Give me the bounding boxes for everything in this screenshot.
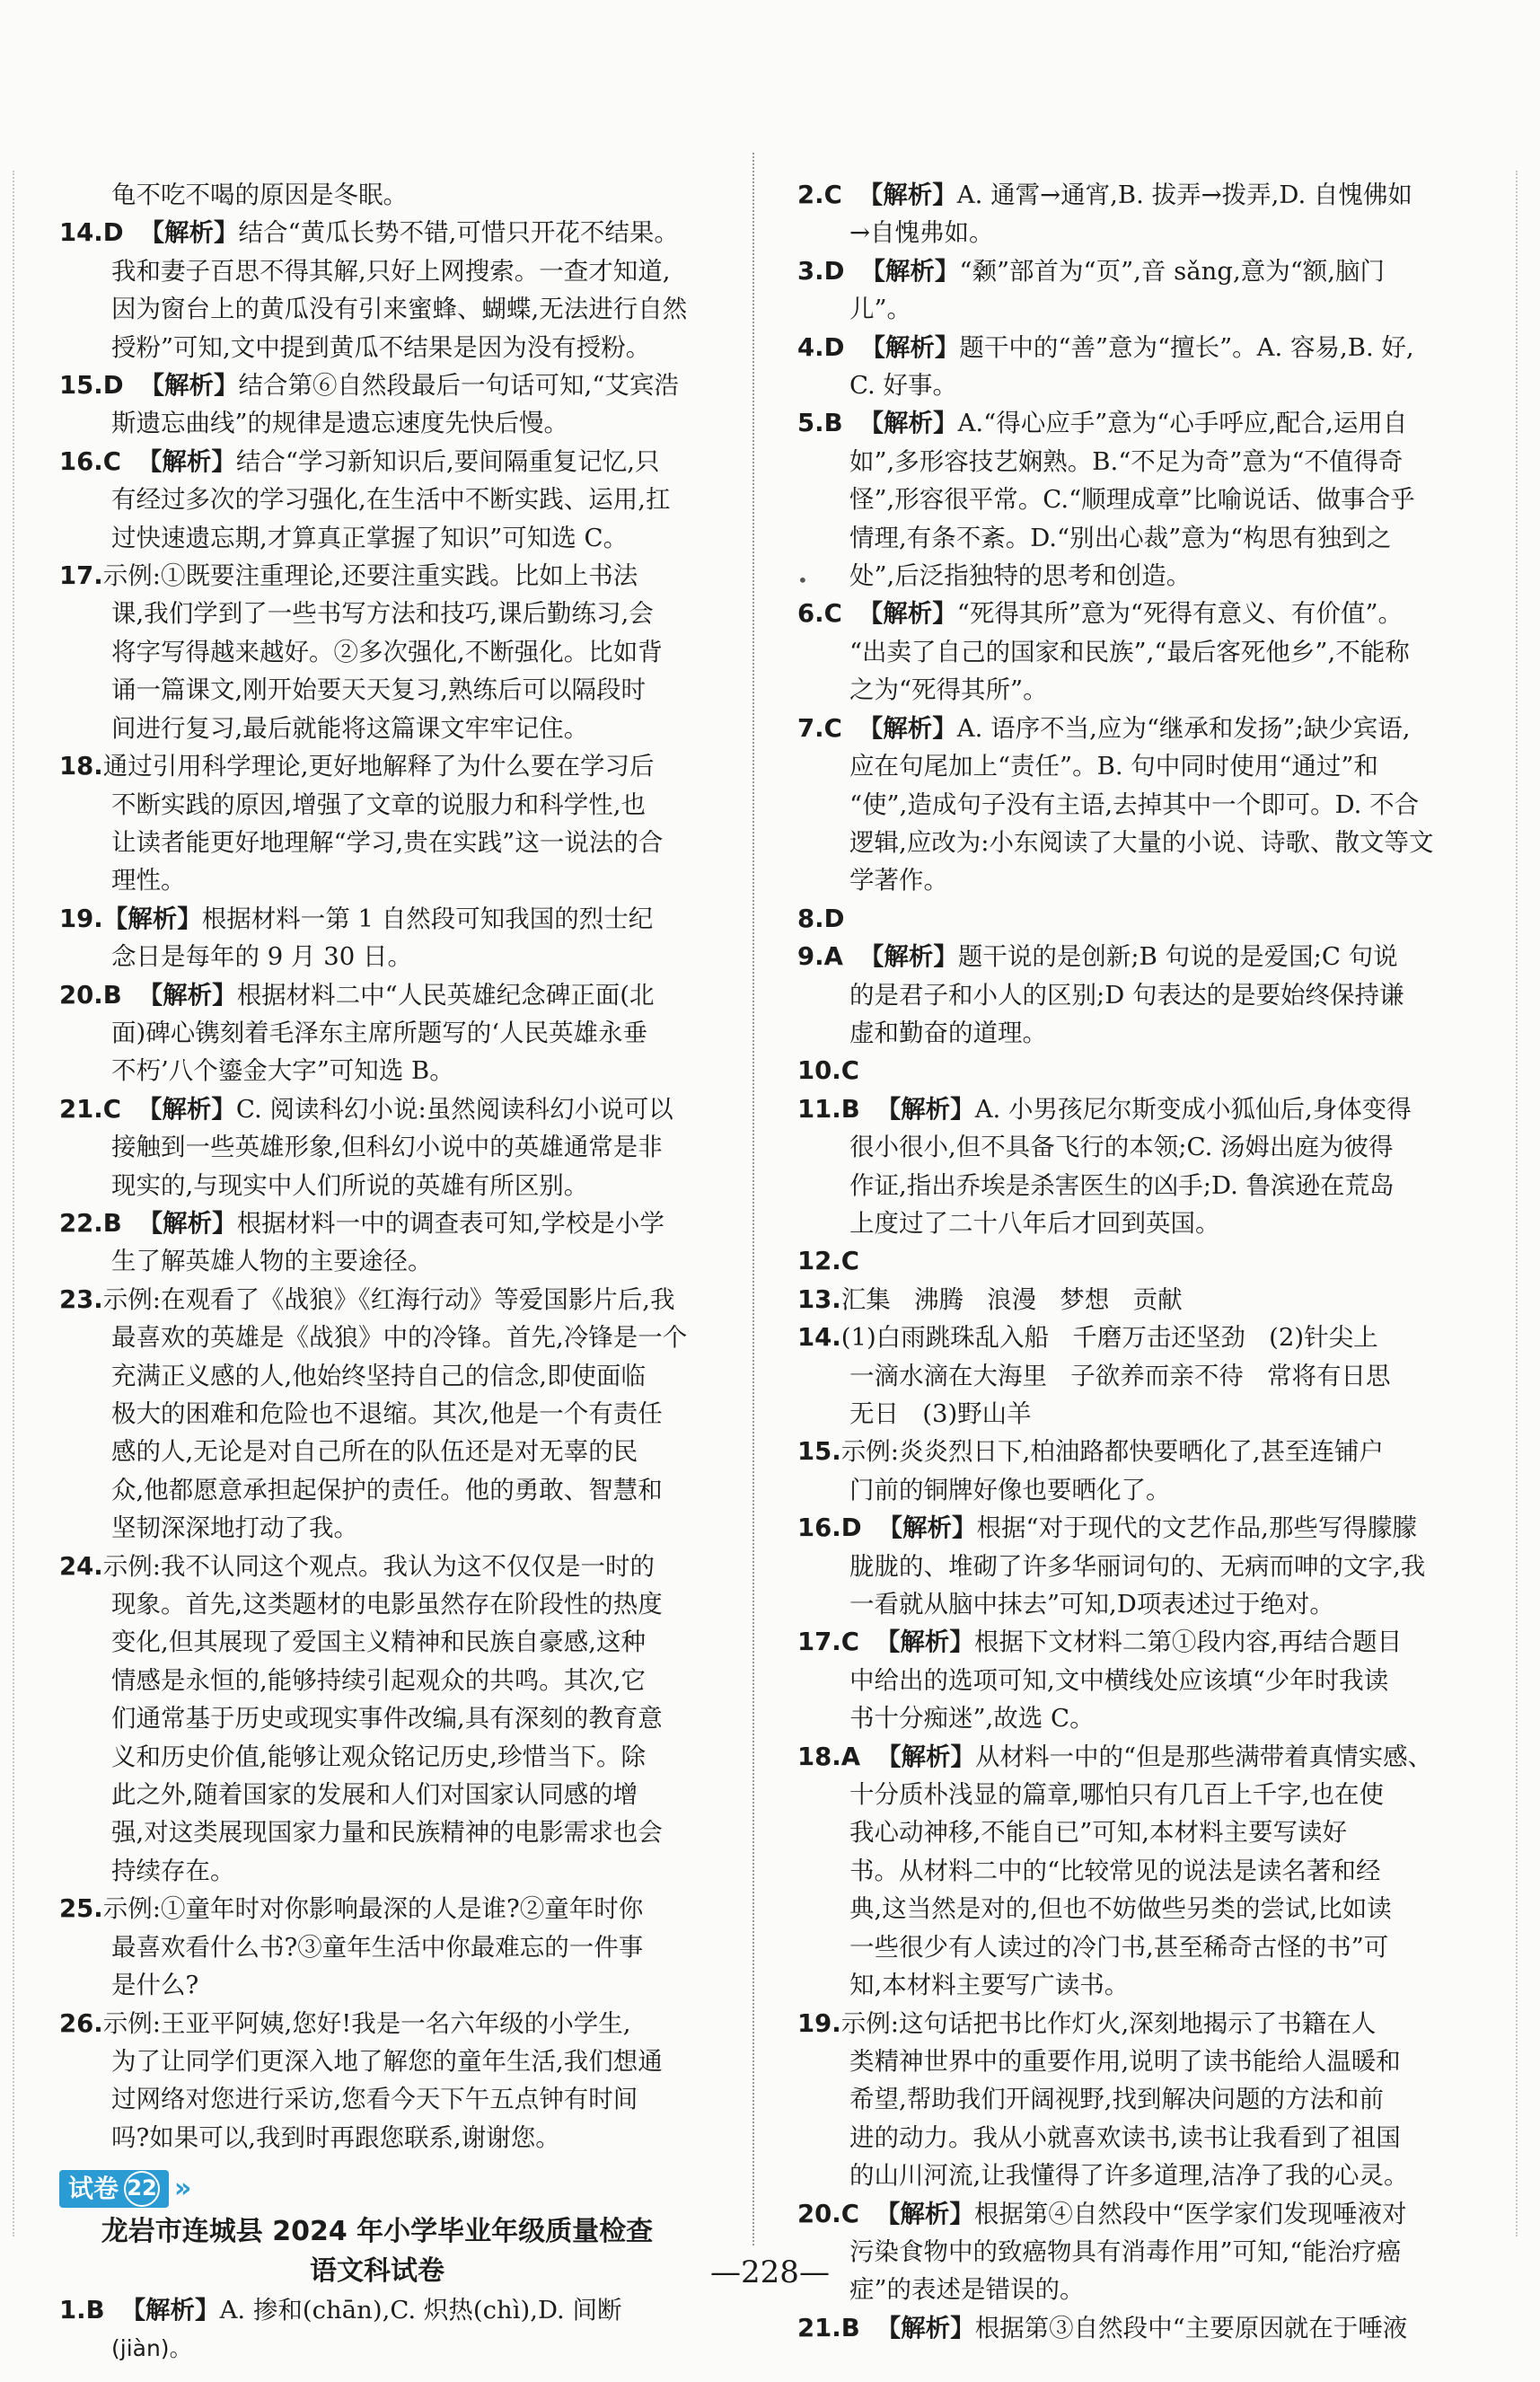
item-number: 14.	[59, 218, 103, 248]
text-line: 结合第⑥自然段最后一句话可知,“艾宾浩	[238, 371, 679, 401]
text-line: 从材料一中的“但是那些满带着真情实感、	[975, 1742, 1433, 1771]
stray-dot: •	[797, 569, 808, 591]
answer-letter: B	[840, 2313, 860, 2342]
answer-19	[59, 900, 695, 976]
item-number: 17.	[797, 1628, 841, 1657]
text-line: 题干中的“善”意为“擅长”。A. 容易,B. 好,	[959, 332, 1414, 362]
answer-5	[797, 404, 1442, 595]
analysis-tag: 【解析】	[136, 1094, 236, 1124]
right-column	[797, 176, 1442, 2347]
analysis-tag: 【解析】	[877, 1513, 977, 1543]
text-line: 虚和勤奋的道理。	[849, 1018, 1047, 1047]
text-line: 让读者能更好地理解“学习,贵在实践”这一说法的合	[111, 827, 664, 857]
answer-letter: D	[840, 1513, 862, 1543]
answer-letter: A	[840, 1742, 861, 1771]
answer-1	[59, 2291, 695, 2368]
text-line: 作证,指出乔埃是杀害医生的凶手;D. 鲁滨逊在荒岛	[849, 1170, 1395, 1200]
text-line: 典,这当然是对的,但也不妨做些另类的尝试,比如读	[849, 1894, 1392, 1924]
answer-letter: B	[823, 409, 843, 438]
text-line: 类精神世界中的重要作用,说明了读书能给人温暖和	[849, 2046, 1401, 2076]
text-line: 上度过了二十八年后才回到英国。	[849, 1208, 1220, 1238]
text-line: 胧胧的、堆砌了许多华丽词句的、无病而呻的文字,我	[849, 1551, 1426, 1581]
text-line: 示例:在观看了《战狼》《红海行动》等爱国影片后,我	[102, 1284, 675, 1314]
item-number: 2.	[797, 181, 824, 209]
column-divider	[752, 153, 754, 2245]
text-line: 很小很小,但不具备飞行的本领;C. 汤姆出庭为彼得	[849, 1133, 1394, 1162]
text-line: A. 小男孩尼尔斯变成小狐仙后,身体变得	[974, 1094, 1412, 1124]
item-number: 26.	[59, 2008, 103, 2038]
text-line: 我和妻子百思不得其解,只好上网搜索。一查才知道,	[111, 256, 671, 286]
answer-letter: B	[85, 2296, 105, 2325]
text-line: A. 掺和(chān),C. 炽热(chì),D. 间断	[219, 2296, 622, 2325]
text-line: 题干说的是创新;B 句说的是爱国;C 句说	[957, 942, 1398, 972]
answer-letter: C	[840, 1247, 859, 1276]
item-number: 19.	[59, 904, 103, 933]
text-line: 持续存在。	[111, 1856, 235, 1885]
text-line: 如”,多形容技艺娴熟。B.“不足为奇”意为“不值得奇	[849, 446, 1404, 476]
answer-25	[59, 1890, 695, 2004]
text-line: 有经过多次的学习强化,在生活中不断实践、运用,扛	[111, 485, 671, 515]
analysis-tag: 【解析】	[875, 1628, 974, 1657]
answer-18	[797, 1738, 1442, 2005]
text-line: 义和历史价值,能够让观众铭记历史,珍惜当下。除	[111, 1742, 646, 1771]
text-line: 现象。首先,这类题材的电影虽然存在阶段性的热度	[111, 1590, 663, 1619]
text-line: 不断实践的原因,增强了文章的说服力和科学性,也	[111, 790, 646, 819]
text-line: 们通常基于历史或现实事件改编,具有深刻的教育意	[111, 1704, 663, 1734]
item-number: 24.	[59, 1551, 103, 1581]
text-line: 强,对这类展现国家力量和民族精神的电影需求也会	[111, 1818, 663, 1848]
analysis-tag: 【解析】	[137, 1208, 237, 1238]
exam-badge	[59, 2170, 169, 2208]
answer-10	[797, 1052, 1442, 1090]
answer-letter: B	[840, 1094, 860, 1124]
item-number: 7.	[797, 713, 824, 743]
text-line: 坚韧深深地打动了我。	[111, 1513, 358, 1543]
answer-7	[797, 710, 1442, 900]
text-line: 为了让同学们更深入地了解您的童年生活,我们想通	[111, 2046, 663, 2076]
item-number: 21.	[59, 1094, 103, 1124]
item-number: 17.	[59, 561, 103, 591]
text-line: 根据“对于现代的文艺作品,那些写得朦朦	[976, 1513, 1417, 1543]
text-line: 根据材料一中的调查表可知,学校是小学	[236, 1208, 664, 1238]
analysis-tag: 【解析】	[102, 904, 202, 933]
answer-letter: D	[823, 256, 845, 286]
text-line: 污染食物中的致癌物具有消毒作用”可知,“能治疗癌	[849, 2236, 1402, 2266]
text-line: 汇集 沸腾 浪漫 梦想 贡献	[840, 1284, 1183, 1314]
text-line: 书。从材料二中的“比较常见的说法是读名著和经	[849, 1856, 1381, 1885]
text-line: 示例:炎炎烈日下,柏油路都快要晒化了,甚至连铺户	[840, 1437, 1384, 1467]
answer-14	[797, 1319, 1442, 1433]
text-line: 根据下文材料二第①段内容,再结合题目	[973, 1628, 1403, 1657]
text-line: 结合“黄瓜长势不错,可惜只开花不结果。	[238, 218, 679, 248]
text-line: 中给出的选项可知,文中横线处应该填“少年时我读	[849, 1665, 1389, 1695]
text-line: 面)碑心镌刻着毛泽东主席所题写的‘人民英雄永垂	[111, 1018, 647, 1047]
answer-3	[797, 252, 1442, 329]
text-line: “出卖了自己的国家和民族”,“最后客死他乡”,不能称	[849, 637, 1410, 666]
answer-12	[797, 1242, 1442, 1280]
answer-15	[797, 1433, 1442, 1509]
text-line: 进的动力。我从小就喜欢读书,读书让我看到了祖国	[849, 2122, 1401, 2152]
text-line: 充满正义感的人,他始终坚持自己的信念,即使面临	[111, 1361, 646, 1390]
analysis-tag: 【解析】	[858, 713, 957, 743]
answer-13	[797, 1281, 1442, 1319]
item-number: 14.	[797, 1323, 841, 1353]
item-number: 23.	[59, 1284, 103, 1314]
analysis-tag: 【解析】	[139, 218, 239, 248]
text-line: 一看就从脑中抹去”可知,D项表述过于绝对。	[849, 1590, 1334, 1619]
text-line: A. 通霄→通宵,B. 拔弄→拨弄,D. 自愧佛如	[956, 181, 1412, 209]
left-column	[59, 176, 695, 2368]
text-line: →自愧弗如。	[849, 218, 994, 248]
text-line: 之为“死得其所”。	[849, 675, 1048, 705]
text-line: 处”,后泛指独特的思考和创造。	[849, 561, 1192, 591]
text-line: 示例:①既要注重理论,还要注重实践。比如上书法	[102, 561, 638, 591]
analysis-tag: 【解析】	[875, 2199, 974, 2228]
text-line: “死得其所”意为“死得有意义、有价值”。	[956, 599, 1404, 629]
text-line: 应在句尾加上“责任”。B. 句中同时使用“通过”和	[849, 752, 1378, 781]
answer-24	[59, 1548, 695, 1891]
right-page-edge	[1516, 171, 1518, 2236]
lead-line: 龟不吃不喝的原因是冬眠。	[111, 181, 408, 209]
item-number: 4.	[797, 332, 824, 362]
analysis-tag: 【解析】	[860, 332, 960, 362]
text-line: 症”的表述是错误的。	[849, 2275, 1085, 2305]
text-line: 儿”。	[849, 295, 912, 324]
text-line: 不朽’八个鎏金大字”可知选 B。	[111, 1056, 454, 1086]
answer-23	[59, 1281, 695, 1548]
analysis-tag: 【解析】	[860, 256, 960, 286]
text-line: 过快速遗忘期,才算真正掌握了知识”可知选 C。	[111, 523, 629, 552]
answer-26	[59, 2005, 695, 2157]
item-number: 25.	[59, 1894, 103, 1924]
page-number: —228—	[710, 2254, 830, 2290]
text-line: 学著作。	[849, 866, 948, 895]
text-line: 怪”,形容很平常。C.“顺理成章”比喻说话、做事合乎	[849, 485, 1415, 515]
answer-letter: C	[840, 1056, 859, 1086]
text-line: 结合“学习新知识后,要间隔重复记忆,只	[235, 446, 660, 476]
text-line: 生了解英雄人物的主要途径。	[111, 1247, 433, 1276]
analysis-tag: 【解析】	[858, 942, 958, 972]
text-line: 课,我们学到了一些书写方法和技巧,课后勤练习,会	[111, 599, 654, 629]
item-number: 3.	[797, 256, 824, 286]
analysis-tag: 【解析】	[139, 371, 239, 401]
text-line: 极大的困难和危险也不退缩。其次,他是一个有责任	[111, 1399, 663, 1428]
item-number: 18.	[797, 1742, 841, 1771]
answer-letter: C	[823, 181, 842, 209]
text-line: 的是君子和小人的区别;D 句表达的是要始终保持谦	[849, 980, 1404, 1010]
analysis-tag: 【解析】	[136, 446, 236, 476]
analysis-tag: 【解析】	[858, 599, 957, 629]
item-number: 13.	[797, 1284, 841, 1314]
answer-letter: D	[102, 218, 124, 248]
text-line: 是什么?	[111, 1971, 199, 2000]
text-line: (jiàn)。	[111, 2334, 192, 2361]
answer-letter: B	[102, 980, 122, 1010]
left-page-edge	[13, 171, 14, 2236]
text-line: 示例:这句话把书比作灯火,深刻地揭示了书籍在人	[840, 2008, 1377, 2038]
text-line: 接触到一些英雄形象,但科幻小说中的英雄通常是非	[111, 1133, 663, 1162]
badge-label: 试卷	[68, 2174, 119, 2204]
item-number: 1.	[59, 2296, 86, 2325]
text-line: 示例:王亚平阿姨,您好!我是一名六年级的小学生,	[102, 2008, 631, 2038]
item-number: 8.	[797, 904, 824, 933]
answer-4	[797, 329, 1442, 405]
answer-letter: A	[823, 942, 843, 972]
answer-letter: C	[840, 1628, 859, 1657]
answer-20	[59, 976, 695, 1090]
exam-subtitle: 语文科试卷	[310, 2255, 444, 2288]
item-number: 5.	[797, 409, 824, 438]
text-line: C. 好事。	[849, 371, 958, 401]
analysis-tag: 【解析】	[137, 980, 237, 1010]
answer-20	[797, 2195, 1442, 2309]
item-number: 19.	[797, 2008, 841, 2038]
text-line: 情理,有条不紊。D.“别出心裁”意为“构思有独到之	[849, 523, 1392, 552]
answer-16	[797, 1509, 1442, 1623]
answer-14	[59, 214, 695, 366]
text-line: “颡”部首为“页”,音 sǎng,意为“额,脑门	[959, 256, 1386, 286]
answer-letter: C	[102, 1094, 121, 1124]
text-line: “使”,造成句子没有主语,去掉其中一个即可。D. 不合	[849, 790, 1420, 819]
answer-letter: C	[102, 446, 121, 476]
answer-17	[797, 1623, 1442, 1737]
text-line: 因为窗台上的黄瓜没有引来蜜蜂、蝴蝶,无法进行自然	[111, 295, 688, 324]
text-line: 无日 (3)野山羊	[849, 1399, 1032, 1428]
text-line: 根据第④自然段中“医学家们发现唾液对	[973, 2199, 1407, 2228]
text-line: C. 阅读科幻小说:虽然阅读科幻小说可以	[235, 1094, 673, 1124]
text-line: 根据材料二中“人民英雄纪念碑正面(北	[236, 980, 655, 1010]
text-line: A.“得心应手”意为“心手呼应,配合,运用自	[957, 409, 1408, 438]
text-line: 最喜欢看什么书?③童年生活中你最难忘的一件事	[111, 1932, 644, 1962]
text-line: 此之外,随着国家的发展和人们对国家认同感的增	[111, 1780, 638, 1810]
item-number: 9.	[797, 942, 824, 972]
item-number: 10.	[797, 1056, 841, 1086]
analysis-tag: 【解析】	[120, 2296, 220, 2325]
exam-title: 龙岩市连城县 2024 年小学毕业年级质量检查	[101, 2216, 654, 2248]
item-number: 16.	[59, 446, 103, 476]
answer-2	[797, 176, 1442, 252]
item-number: 15.	[797, 1437, 841, 1467]
text-line: 十分质朴浅显的篇章,哪怕只有几百上千字,也在使	[849, 1780, 1384, 1810]
exam-section-badge	[59, 2169, 695, 2209]
text-line: 示例:我不认同这个观点。我认为这不仅仅是一时的	[102, 1551, 655, 1581]
text-line: 知,本材料主要写广读书。	[849, 1971, 1130, 2000]
text-line: 间进行复习,最后就能将这篇课文牢牢记住。	[111, 713, 589, 743]
item-number: 18.	[59, 752, 103, 781]
answer-11	[797, 1090, 1442, 1243]
text-line: 情感是永恒的,能够持续引起观众的共鸣。其次,它	[111, 1665, 646, 1695]
answer-letter: D	[823, 332, 845, 362]
answer-letter: C	[840, 2199, 859, 2228]
item-number: 16.	[797, 1513, 841, 1543]
analysis-tag: 【解析】	[876, 1094, 975, 1124]
answer-9	[797, 938, 1442, 1052]
text-line: 书十分痴迷”,故选 C。	[849, 1704, 1095, 1734]
answer-letter: D	[102, 371, 124, 401]
text-line: 逻辑,应改为:小东阅读了大量的小说、诗歌、散文等文	[849, 827, 1434, 857]
answer-letter: C	[823, 599, 842, 629]
answer-17	[59, 557, 695, 747]
analysis-tag: 【解析】	[876, 2313, 975, 2342]
item-number: 20.	[59, 980, 103, 1010]
text-line: 将字写得越来越好。②多次强化,不断强化。比如背	[111, 637, 663, 666]
chevron-right-icon: »	[174, 2172, 187, 2204]
answer-21	[797, 2309, 1442, 2347]
text-line: 现实的,与现实中人们所说的英雄有所区别。	[111, 1170, 589, 1200]
item-number: 11.	[797, 1094, 841, 1124]
answer-8	[797, 900, 1442, 938]
answer-15	[59, 366, 695, 443]
answer-22	[59, 1204, 695, 1281]
text-line: 根据第③自然段中“主要原因就在于唾液	[974, 2313, 1408, 2342]
text-line: 授粉”可知,文中提到黄瓜不结果是因为没有授粉。	[111, 332, 651, 362]
text-line: 示例:①童年时对你影响最深的人是谁?②童年时你	[102, 1894, 644, 1924]
text-line: 变化,但其展现了爱国主义精神和民族自豪感,这种	[111, 1628, 646, 1657]
answer-letter: B	[102, 1208, 122, 1238]
answer-21	[59, 1090, 695, 1204]
answer-16	[59, 443, 695, 557]
text-line: 门前的铜牌好像也要晒化了。	[849, 1475, 1171, 1504]
text-line: 斯遗忘曲线”的规律是遗忘速度先快后慢。	[111, 409, 569, 438]
answer-18	[59, 747, 695, 900]
text-line: 根据材料一第 1 自然段可知我国的烈士纪	[201, 904, 654, 933]
badge-number: 22	[124, 2171, 160, 2207]
answer-letter: C	[823, 713, 842, 743]
text-line: (1)白雨跳珠乱入船 千磨万击还坚劲 (2)针尖上	[840, 1323, 1378, 1353]
item-number: 20.	[797, 2199, 841, 2228]
text-line: 众,他都愿意承担起保护的责任。他的勇敢、智慧和	[111, 1475, 663, 1504]
text-line: 过网络对您进行采访,您看今天下午五点钟有时间	[111, 2085, 638, 2114]
text-line: 一滴水滴在大海里 子欲养而亲不待 常将有日思	[849, 1361, 1391, 1390]
analysis-tag: 【解析】	[876, 1742, 976, 1771]
text-line: 理性。	[111, 866, 186, 895]
item-number: 15.	[59, 371, 103, 401]
text-line: 希望,帮助我们开阔视野,找到解决问题的方法和前	[849, 2085, 1384, 2114]
text-line: 诵一篇课文,刚开始要天天复习,熟练后可以隔段时	[111, 675, 646, 705]
answer-letter: D	[823, 904, 845, 933]
item-number: 12.	[797, 1247, 841, 1276]
answer-6	[797, 595, 1442, 709]
item-number: 21.	[797, 2313, 841, 2342]
text-line: 最喜欢的英雄是《战狼》中的冷锋。首先,冷锋是一个	[111, 1323, 688, 1353]
text-line: 我心动神移,不能自已”可知,本材料主要写读好	[849, 1818, 1348, 1848]
analysis-tag: 【解析】	[858, 409, 958, 438]
text-line: 的山川河流,让我懂得了许多道理,洁净了我的心灵。	[849, 2161, 1409, 2191]
answer-19	[797, 2005, 1442, 2195]
text-line: 一些很少有人读过的冷门书,甚至稀奇古怪的书”可	[849, 1932, 1389, 1962]
text-line: A. 语序不当,应为“继承和发扬”;缺少宾语,	[956, 713, 1411, 743]
text-line: 吗?如果可以,我到时再跟您联系,谢谢您。	[111, 2122, 560, 2152]
text-line: 感的人,无论是对自己所在的队伍还是对无辜的民	[111, 1437, 638, 1467]
item-number: 6.	[797, 599, 824, 629]
text-line: 念日是每年的 9 月 30 日。	[111, 942, 412, 972]
text-line: 通过引用科学理论,更好地解释了为什么要在学习后	[102, 752, 655, 781]
analysis-tag: 【解析】	[858, 181, 957, 209]
item-number: 22.	[59, 1208, 103, 1238]
